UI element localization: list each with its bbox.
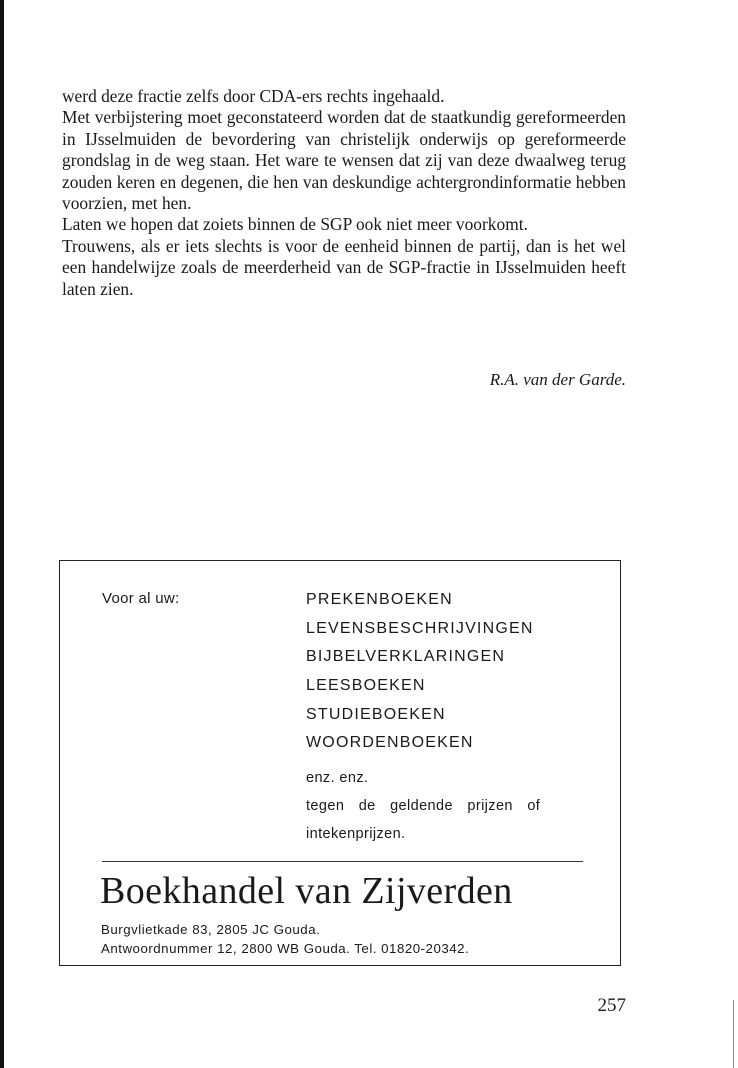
page-number: 257 <box>597 995 626 1016</box>
address-line-2: Antwoordnummer 12, 2800 WB Gouda. Tel. 01820-20342. <box>101 941 470 956</box>
article-paragraph-4: Trouwens, als er iets slechts is voor de eenheid binnen de partij, dan is het wel een handelwijze zoals de meerderheid van de SGP-fractie in IJsselmuiden heeft laten zien. <box>62 235 626 299</box>
article-paragraph-1: werd deze fractie zelfs door CDA-ers rechts ingehaald. <box>62 86 445 106</box>
page-left-edge <box>0 0 4 1068</box>
article-paragraph-2: Met verbijstering moet geconstateerd worden dat de staatkundig gereformeerden in IJsselmuiden de bevordering van christelijk onderwijs op gereformeerde grondslag in de weg staan. Het ware te wensen dat zij van deze dwaalweg terug zouden keren en degenen, die hen van deskundige achtergrondinformatie hebben voorzien, met hen. <box>62 107 626 214</box>
ad-intro: Voor al uw: <box>102 590 180 607</box>
ad-book-item: PREKENBOEKEN <box>306 591 453 608</box>
article-text <box>62 86 626 300</box>
author-signature: R.A. van der Garde. <box>489 370 626 389</box>
ad-book-item: LEVENSBESCHRIJVINGEN <box>306 619 534 637</box>
ad-book-item: BIJBELVERKLARINGEN <box>306 648 506 666</box>
ad-etc: enz. enz. <box>306 770 369 786</box>
shop-address <box>101 920 469 958</box>
page-right-edge <box>733 1000 734 1068</box>
ad-divider <box>102 861 583 862</box>
ad-book-item: STUDIEBOEKEN <box>306 705 446 723</box>
ad-book-item: LEESBOEKEN <box>306 677 426 695</box>
ad-price-line-2: intekenprijzen. <box>306 826 406 842</box>
bookshop-advertisement <box>59 560 621 966</box>
ad-book-list <box>306 589 534 761</box>
address-line-1: Burgvlietkade 83, 2805 JC Gouda. <box>101 922 321 937</box>
ad-price-line-1: tegen de geldende prijzen of <box>306 798 541 814</box>
shop-name: Boekhandel van Zijverden <box>100 870 513 912</box>
article-paragraph-3: Laten we hopen dat zoiets binnen de SGP ook niet meer voorkomt. <box>62 214 528 235</box>
ad-book-item: WOORDENBOEKEN <box>306 734 474 752</box>
ad-details <box>306 764 540 848</box>
